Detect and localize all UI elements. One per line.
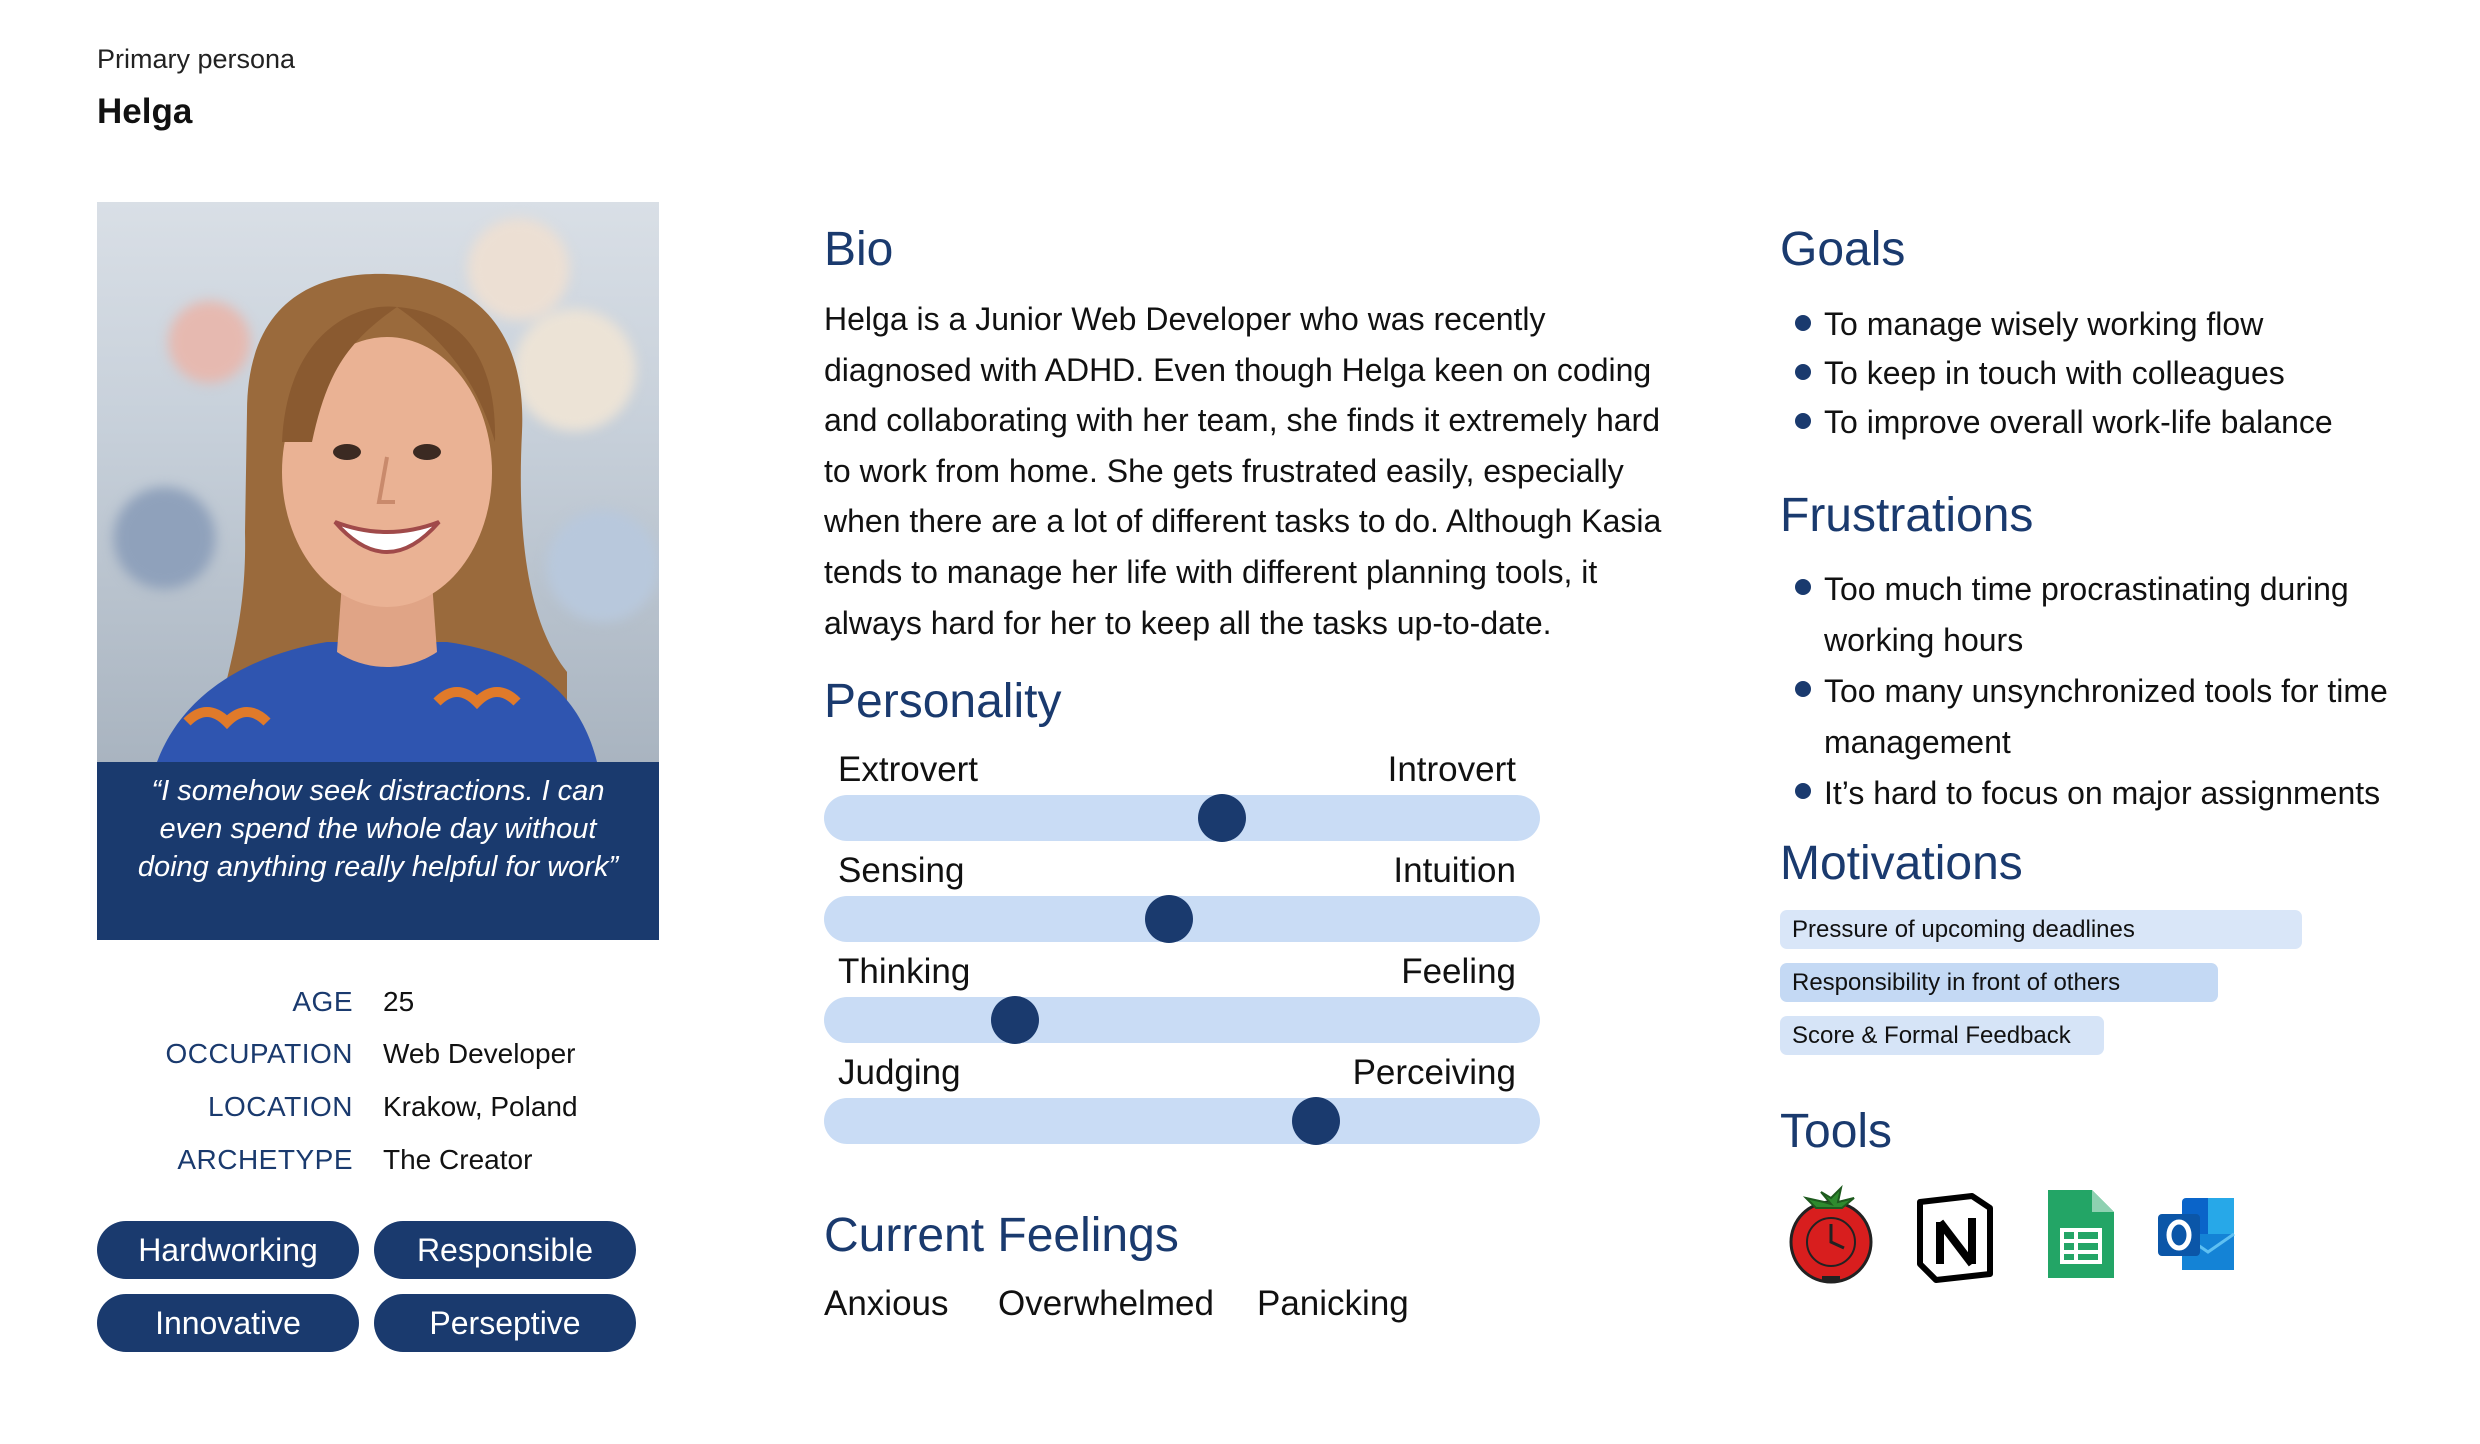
bullet-icon bbox=[1795, 413, 1811, 429]
scale-right-label: Introvert bbox=[1387, 750, 1516, 789]
scale-left-label: Extrovert bbox=[838, 750, 979, 789]
feeling-item: Anxious bbox=[824, 1284, 949, 1323]
outlook-icon bbox=[2152, 1184, 2242, 1284]
frustration-item bbox=[1780, 564, 2420, 666]
goal-item bbox=[1780, 349, 2333, 398]
goal-item bbox=[1780, 300, 2333, 349]
goals-list bbox=[1780, 300, 2333, 447]
persona-photo bbox=[97, 202, 659, 762]
frustrations-list bbox=[1780, 564, 2420, 819]
trait-tag: Responsible bbox=[374, 1221, 636, 1279]
bio-title: Bio bbox=[824, 223, 894, 276]
slider-knob bbox=[991, 996, 1039, 1044]
personality-title: Personality bbox=[824, 675, 1062, 728]
personality-slider bbox=[824, 997, 1540, 1043]
frustration-item bbox=[1780, 666, 2420, 768]
frustration-text: Too much time procrastinating during working hours bbox=[1824, 571, 2349, 658]
goal-item bbox=[1780, 398, 2333, 447]
frustration-item bbox=[1780, 768, 2420, 819]
scale-right-label: Feeling bbox=[1401, 952, 1516, 991]
motivation-bar: Score & Formal Feedback bbox=[1780, 1016, 2104, 1055]
pomodoro-tomato-icon bbox=[1786, 1184, 1876, 1284]
age-label: AGE bbox=[292, 986, 353, 1017]
persona-name: Helga bbox=[97, 92, 193, 131]
tools-title: Tools bbox=[1780, 1105, 1893, 1158]
location-label: LOCATION bbox=[207, 1091, 353, 1122]
persona-quote: “I somehow seek distractions. I can even spend the whole day without doing anything really helpful for work” bbox=[97, 762, 659, 940]
bio-text: Helga is a Junior Web Developer who was recently diagnosed with ADHD. Even though Helga keen on coding and collaborating with her team, she finds it extremely hard to work from home. She gets frustrated easily, especially when there are a lot of different tasks to do. Although Kasia tends to manage her life with different planning tools, it always hard for her to keep all the tasks up-to-date. bbox=[824, 301, 1662, 641]
notion-icon bbox=[1910, 1184, 2000, 1284]
personality-slider bbox=[824, 795, 1540, 841]
trait-tag: Perseptive bbox=[374, 1294, 636, 1352]
bullet-icon bbox=[1795, 579, 1811, 595]
frustrations-title: Frustrations bbox=[1780, 489, 2034, 542]
frustration-text: It’s hard to focus on major assignments bbox=[1824, 775, 2381, 811]
goal-text: To manage wisely working flow bbox=[1824, 306, 2264, 342]
bullet-icon bbox=[1795, 681, 1811, 697]
goal-text: To improve overall work-life balance bbox=[1824, 404, 2333, 440]
slider-knob bbox=[1292, 1097, 1340, 1145]
archetype-label: ARCHETYPE bbox=[177, 1144, 353, 1175]
goals-title: Goals bbox=[1780, 223, 1906, 276]
scale-right-label: Intuition bbox=[1393, 851, 1516, 890]
occupation-value: Web Developer bbox=[383, 1038, 576, 1069]
trait-tag: Innovative bbox=[97, 1294, 359, 1352]
bullet-icon bbox=[1795, 783, 1811, 799]
age-value: 25 bbox=[383, 986, 415, 1017]
google-sheets-icon bbox=[2034, 1184, 2124, 1284]
slider-knob bbox=[1145, 895, 1193, 943]
bullet-icon bbox=[1795, 315, 1811, 331]
motivation-bar: Pressure of upcoming deadlines bbox=[1780, 910, 2302, 949]
motivation-bar: Responsibility in front of others bbox=[1780, 963, 2218, 1002]
slider-knob bbox=[1198, 794, 1246, 842]
feeling-item: Panicking bbox=[1257, 1284, 1409, 1323]
personality-slider bbox=[824, 896, 1540, 942]
scale-left-label: Sensing bbox=[838, 851, 965, 890]
motivations-title: Motivations bbox=[1780, 837, 2023, 890]
scale-left-label: Thinking bbox=[838, 952, 971, 991]
scale-left-label: Judging bbox=[838, 1053, 961, 1092]
occupation-label: OCCUPATION bbox=[165, 1038, 353, 1069]
feelings-title: Current Feelings bbox=[824, 1209, 1179, 1262]
persona-type-label: Primary persona bbox=[97, 44, 296, 74]
trait-tag: Hardworking bbox=[97, 1221, 359, 1279]
personality-slider bbox=[824, 1098, 1540, 1144]
frustration-text: Too many unsynchronized tools for time management bbox=[1824, 673, 2388, 760]
location-value: Krakow, Poland bbox=[383, 1091, 578, 1122]
bullet-icon bbox=[1795, 364, 1811, 380]
scale-right-label: Perceiving bbox=[1352, 1053, 1516, 1092]
feeling-item: Overwhelmed bbox=[998, 1284, 1214, 1323]
archetype-value: The Creator bbox=[383, 1144, 533, 1175]
goal-text: To keep in touch with colleagues bbox=[1824, 355, 2285, 391]
